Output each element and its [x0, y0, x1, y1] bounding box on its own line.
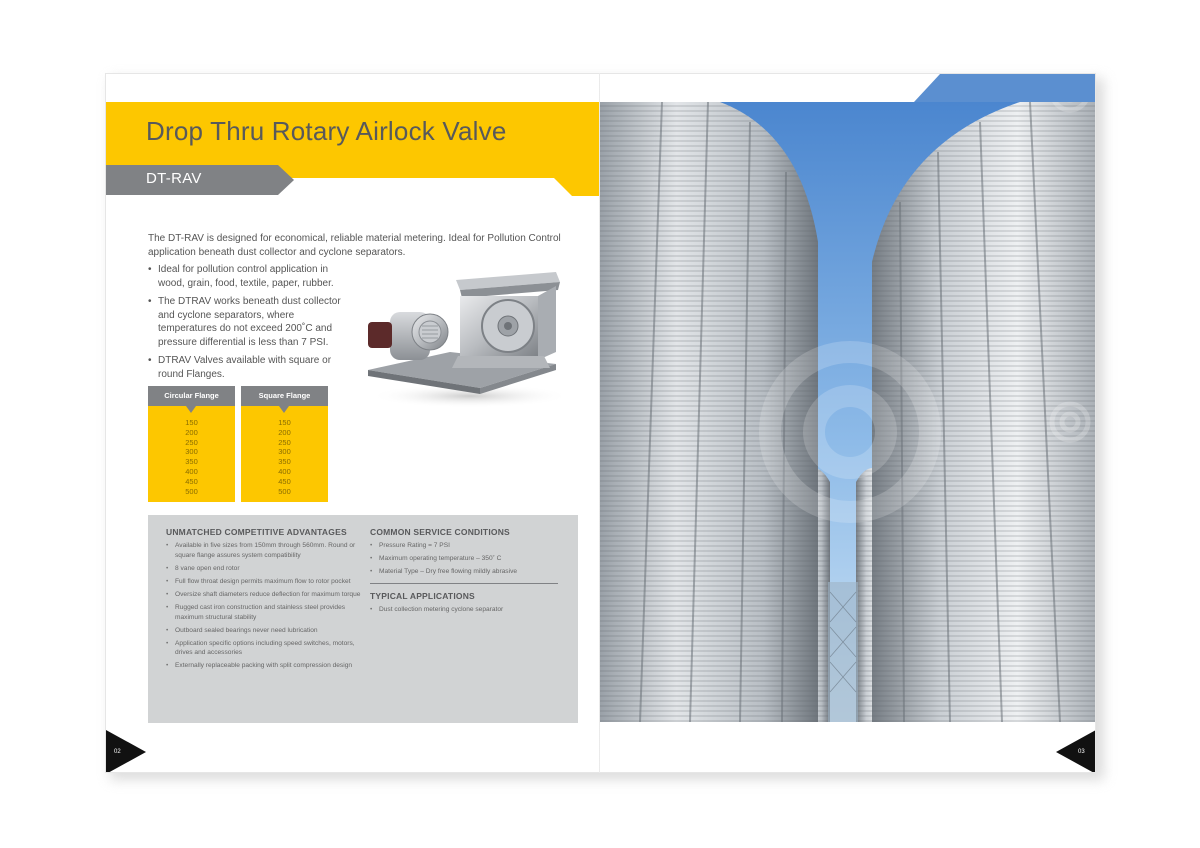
flange-size: 150	[185, 418, 198, 427]
flange-size: 250	[185, 437, 198, 447]
square-flange-header: Square Flange	[241, 386, 328, 406]
valve-photo	[360, 268, 566, 410]
flange-size: 500	[278, 486, 291, 496]
page-number-left: 02	[114, 749, 121, 755]
flange-size: 500	[185, 486, 198, 496]
circular-flange-sizes	[148, 418, 235, 496]
flange-size: 300	[278, 447, 291, 457]
applications-list	[370, 605, 560, 615]
feature-bullet: • The DTRAV works beneath dust collector and cyclone separators, where temperatures do not exceed 200˚C and pressure differential is less than 7 PSI.	[148, 295, 348, 349]
advantage-item: • 8 vane open end rotor	[166, 564, 366, 574]
advantage-item: • Application specific options including speed switches, motors, drives and accessories	[166, 639, 366, 658]
flange-size: 250	[278, 437, 291, 447]
page-marker-right	[1056, 730, 1096, 773]
condition-item: • Material Type – Dry free flowing mildly abrasive	[370, 567, 560, 577]
flange-size: 400	[278, 466, 291, 476]
flange-size: 200	[185, 427, 198, 437]
advantages-list	[166, 541, 366, 671]
corner-accent	[900, 74, 1096, 104]
page-title: Drop Thru Rotary Airlock Valve	[146, 116, 507, 146]
advantage-item: • Available in five sizes from 150mm through 560mm. Round or square flange assures system compatibility	[166, 541, 366, 560]
advantage-item: • Externally replaceable packing with split compression design	[166, 661, 366, 671]
circular-flange-header: Circular Flange	[148, 386, 235, 406]
flange-header-arrow	[186, 406, 196, 413]
advantage-item: • Outboard sealed bearings never need lubrication	[166, 626, 366, 636]
flange-size: 350	[185, 457, 198, 467]
advantage-item: • Rugged cast iron construction and stainless steel provides maximum structural stability	[166, 603, 366, 622]
silo-photo	[600, 102, 1096, 722]
flange-size: 150	[278, 418, 291, 427]
advantage-item: • Oversize shaft diameters reduce deflection for maximum torque	[166, 590, 366, 600]
square-flange-table	[241, 386, 328, 502]
condition-item: • Pressure Rating = 7 PSI	[370, 541, 560, 551]
flange-size: 350	[278, 457, 291, 467]
conditions-column	[370, 527, 560, 618]
advantage-item: • Full flow throat design permits maximum flow to rotor pocket	[166, 577, 366, 587]
flange-size: 400	[185, 466, 198, 476]
page-number-right: 03	[1078, 749, 1085, 755]
advantages-heading: UNMATCHED COMPETITIVE ADVANTAGES	[166, 527, 347, 537]
feature-bullets	[148, 263, 348, 386]
flange-header-arrow	[279, 406, 289, 413]
left-page	[105, 73, 600, 773]
flange-size: 450	[278, 476, 291, 486]
square-flange-sizes	[241, 418, 328, 496]
conditions-list	[370, 541, 560, 577]
feature-bullet: • Ideal for pollution control application in wood, grain, food, textile, paper, rubber.	[148, 263, 348, 290]
specs-panel	[148, 515, 578, 723]
section-divider	[370, 583, 558, 584]
page-marker-left	[106, 730, 146, 773]
application-item: • Dust collection metering cyclone separator	[370, 605, 560, 615]
advantages-column	[166, 527, 366, 675]
condition-item: • Maximum operating temperature – 350˚ C	[370, 554, 560, 564]
flange-size: 200	[278, 427, 291, 437]
flange-size: 300	[185, 447, 198, 457]
feature-bullet: • DTRAV Valves available with square or round Flanges.	[148, 354, 348, 381]
model-label: DT-RAV	[146, 170, 202, 187]
right-page	[600, 73, 1096, 773]
flange-size: 450	[185, 476, 198, 486]
conditions-heading: COMMON SERVICE CONDITIONS	[370, 527, 510, 537]
intro-paragraph: The DT-RAV is designed for economical, reliable material metering. Ideal for Pollution Control application beneath dust collector and cyclone separators.	[148, 233, 561, 258]
circular-flange-table	[148, 386, 235, 502]
applications-heading: TYPICAL APPLICATIONS	[370, 590, 475, 601]
